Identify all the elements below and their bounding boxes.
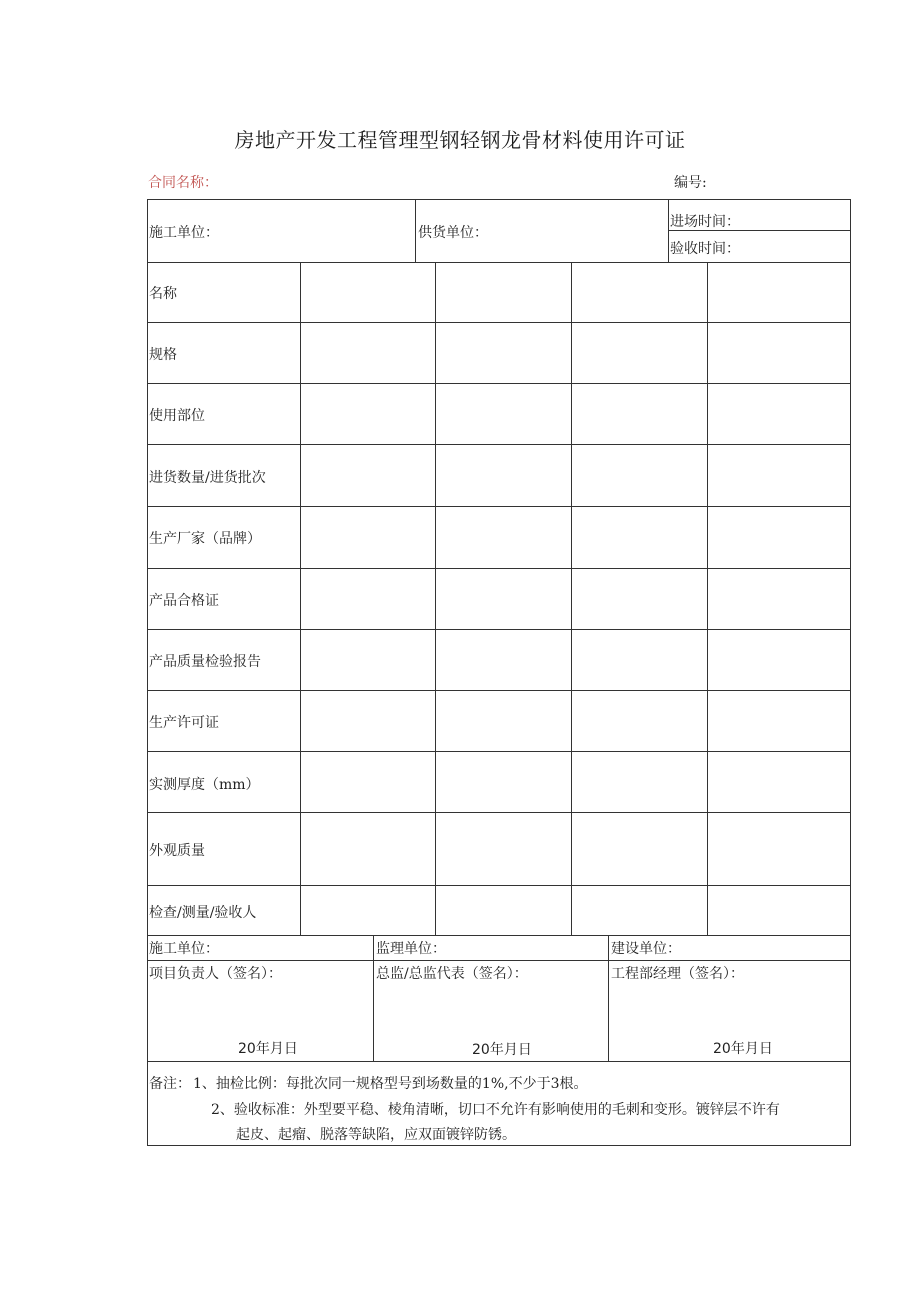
sig-supervisor-unit: 监理单位： xyxy=(376,941,446,957)
acceptance-time-label: 验收时间： xyxy=(670,241,740,257)
sig-supervisor-person: 总监/总监代表（签名）： xyxy=(376,966,528,982)
serial-number-label: 编号: xyxy=(674,175,707,191)
sig-supervisor-date: 20年月日 xyxy=(472,1042,532,1058)
contract-name-label: 合同名称： xyxy=(148,175,218,191)
row-label-manufacturer: 生产厂家（品牌） xyxy=(149,531,261,547)
entry-time-label: 进场时间： xyxy=(670,214,740,230)
row-label-inspector: 检查/测量/验收人 xyxy=(149,905,257,921)
notes-item-2-line-1: 2、验收标准：外型要平稳、棱角清晰，切口不允许有影响使用的毛刺和变形。镀锌层不许有 xyxy=(211,1102,780,1118)
supplier-unit-label: 供货单位： xyxy=(418,225,488,241)
notes-prefix: 备注： xyxy=(149,1076,191,1092)
sig-builder-person: 项目负责人（签名）： xyxy=(149,966,282,982)
sig-builder-unit: 施工单位： xyxy=(149,941,219,957)
row-label-quantity-batch: 进货数量/进货批次 xyxy=(149,470,266,486)
page-title: 房地产开发工程管理型钢轻钢龙骨材料使用许可证 xyxy=(234,128,686,152)
sig-owner-date: 20年月日 xyxy=(713,1041,773,1057)
sig-owner-person: 工程部经理（签名）： xyxy=(611,966,744,982)
notes-item-1: 1、抽检比例：每批次同一规格型号到场数量的1%,不少于3根。 xyxy=(193,1076,588,1092)
row-label-usage: 使用部位 xyxy=(149,408,205,424)
row-label-production-license: 生产许可证 xyxy=(149,715,219,731)
builder-unit-label: 施工单位： xyxy=(149,225,219,241)
notes-item-2-line-2: 起皮、起瘤、脱落等缺陷，应双面镀锌防锈。 xyxy=(236,1127,516,1143)
sig-owner-unit: 建设单位： xyxy=(611,941,681,957)
row-label-certificate: 产品合格证 xyxy=(149,593,219,609)
row-label-inspection-report: 产品质量检验报告 xyxy=(149,654,261,670)
row-label-measured-thickness: 实测厚度（mm） xyxy=(149,777,260,793)
row-label-appearance: 外观质量 xyxy=(149,843,205,859)
sig-builder-date: 20年月日 xyxy=(238,1041,298,1057)
row-label-name: 名称 xyxy=(149,286,177,302)
row-label-spec: 规格 xyxy=(149,347,177,363)
